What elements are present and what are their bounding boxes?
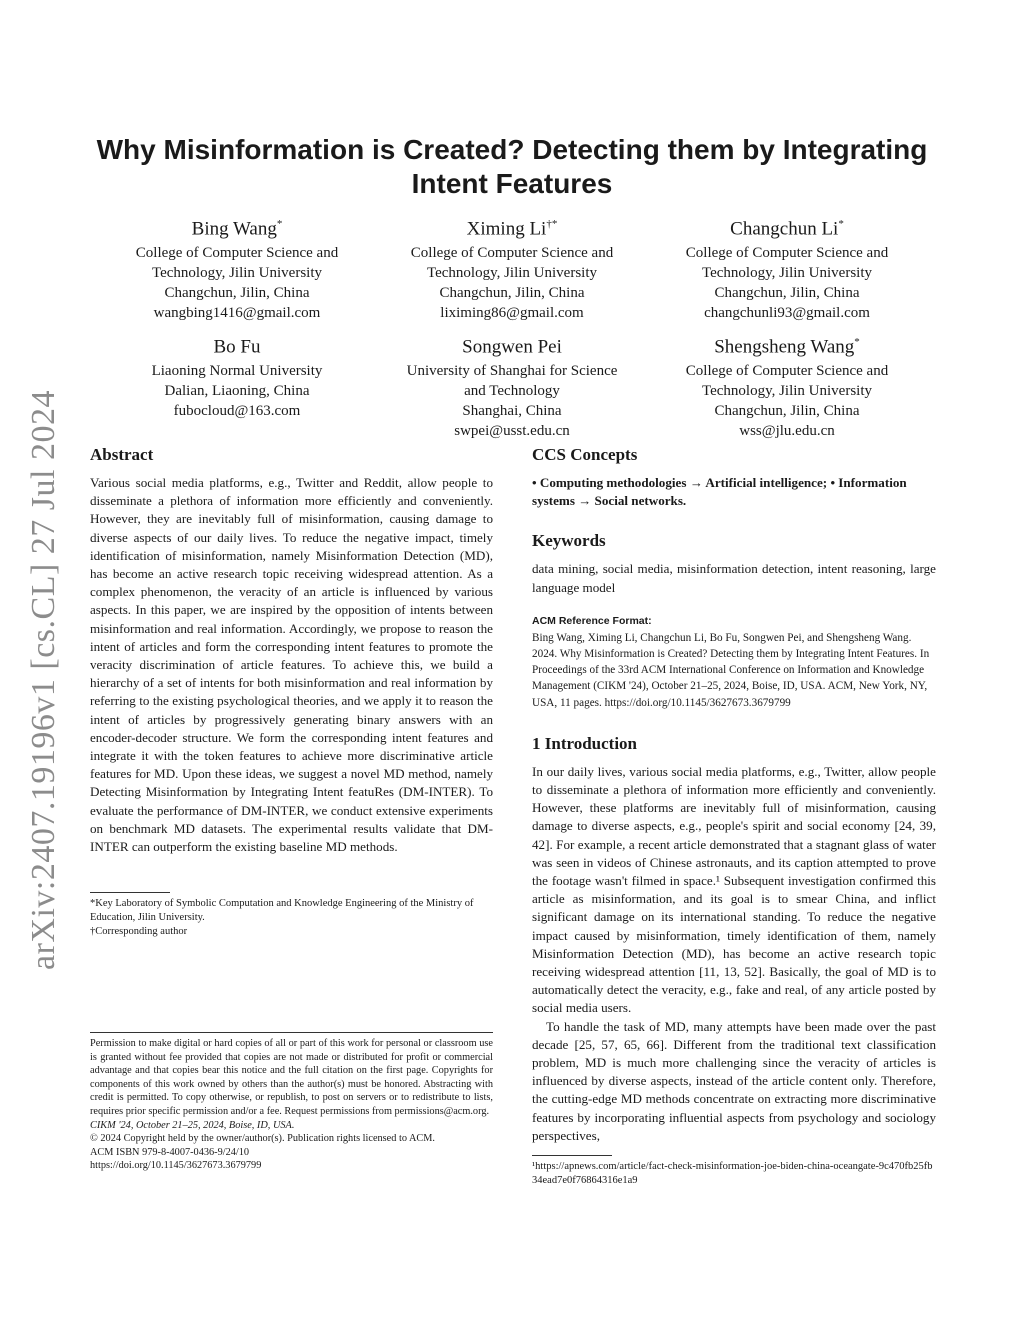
author-name: Changchun Li* (730, 218, 844, 240)
author-email: swpei@usst.edu.cn (454, 423, 570, 440)
intro-heading: 1 Introduction (532, 733, 638, 753)
venue-line: CIKM '24, October 21–25, 2024, Boise, ID, USA. (90, 1119, 295, 1131)
paper-title: Why Misinformation is Created? Detecting them by Integrating Intent Features (96, 134, 928, 199)
author-block (367, 212, 657, 323)
author-block (642, 212, 932, 323)
author-affiliation: Technology, Jilin University (701, 383, 873, 400)
author-block (367, 330, 657, 441)
footnote-rule (90, 892, 170, 893)
ccs-heading: CCS Concepts (532, 445, 638, 464)
intro-paragraph: In our daily lives, various social media platforms, e.g., Twitter, allow people to disseminate a plethora of information more efficiently and conveniently. However, these platforms are inevitably full of misinformation, causing damage to diverse aspects, e.g., people's spirit and social economy [24, 39, 42]. For example, a recent article demonstrated that a stagnant glass of water was seen in videos of Chinese astronauts, and its caption attempted to prove the footage wasn't filmed in space.¹ Subsequent investigation confirmed this article as misinformation, and its goal is to smear China, and inflict significant damage on its international standing. To reduce the negative impact caused by misinformation, timely identification of them, namely Misinformation Detection (MD), has become an active research topic receiving widespread attention [11, 13, 52]. Basically, the goal of MD is to automatically detect the veracity, e.g., fake and real, of any article posted by social media users. (532, 763, 936, 1016)
author-block (92, 330, 382, 421)
acm-ref-heading: ACM Reference Format: (532, 614, 652, 627)
isbn-line: ACM ISBN 979-8-4007-0436-9/24/10 (90, 1146, 250, 1158)
arxiv-stamp-text: arXiv:2407.19196v1 [cs.CL] 27 Jul 2024 (25, 390, 63, 970)
author-location: Changchun, Jilin, China (714, 403, 860, 420)
footnote-corresponding: †Corresponding author (90, 926, 188, 938)
keywords-heading: Keywords (532, 531, 606, 551)
abstract-text: Various social media platforms, e.g., Twitter and Reddit, allow people to disseminate a plethora of information more efficiently and conveniently. However, they are inevitably full of misinformation, causing damage to diverse aspects of our daily lives. To reduce the negative impact, timely identification of misinformation, namely Misinformation Detection (MD), has become an active research topic receiving widespread attention. As a complex phenomenon, the veracity of an article is influenced by various aspects. In this paper, we are inspired by the opposition of intents between misinformation and real information. Accordingly, we propose to reason the intent of articles and form the corresponding intent features to promote the veracity discrimination of article features. To achieve this, we build a hierarchy of a set of intents for both misinformation and real information by referring to the existing psychological theories, and we apply it to reason the intent of articles by progressively generating binary answers with an encoder-decoder structure. We form the corresponding intent features and integrate it with the token features to achieve more discriminative article features for MD. Upon these ideas, we suggest a novel MD method, namely Detecting Misinformation by Integrating Intent featuRes (DM-INTER). To evaluate the performance of DM-INTER, we conduct extensive experiments on benchmark MD datasets. The experimental results validate that DM-INTER can outperform the existing baseline MD methods. (90, 475, 493, 855)
author-block (92, 212, 382, 323)
keywords-text: data mining, social media, misinformation detection, intent reasoning, large language model (532, 561, 936, 595)
ccs-text: • Computing methodologies → Artificial intelligence; • Information systems → Social networks. (532, 475, 907, 509)
author-location: Changchun, Jilin, China (164, 285, 310, 302)
author-location: Changchun, Jilin, China (439, 285, 585, 302)
author-block (642, 330, 932, 441)
author-affiliation: Technology, Jilin University (151, 265, 323, 282)
author-email: wss@jlu.edu.cn (739, 423, 835, 440)
author-location: Changchun, Jilin, China (714, 285, 860, 302)
intro-paragraph: To handle the task of MD, many attempts have been made over the past decade [25, 57, 65, 66]. Different from the traditional text classification problem, MD is much more challenging since the veracity of articles is influenced by diverse aspects, instead of the article content only. Therefore, the cutting-edge MD methods concentrate on extracting more discriminative features by incorporating influential aspects from psychology and sociology perspectives, (532, 1018, 936, 1143)
author-affiliation: College of Computer Science and (410, 245, 614, 262)
author-name: Ximing Li†* (466, 218, 558, 240)
permission-block (90, 1032, 493, 1173)
author-affiliation: College of Computer Science and (685, 363, 889, 380)
left-column (90, 444, 493, 939)
abstract-heading: Abstract (90, 445, 154, 464)
permission-text: Permission to make digital or hard copies of all or part of this work for personal or classroom use is granted without fee provided that copies are not made or distributed for profit or commercial advantage and that copies bear this notice and the full citation on the first page. Copyrights for components of this work owned by others than the author(s) must be honored. Abstracting with credit is permitted. To copy otherwise, or republish, to post on servers or to redistribute to lists, requires prior specific permission and/or a fee. Request permissions from permissions@acm.org. (90, 1038, 493, 1117)
author-location: Dalian, Liaoning, China (164, 383, 310, 400)
acm-ref-text: Bing Wang, Ximing Li, Changchun Li, Bo Fu, Songwen Pei, and Shengsheng Wang. 2024. Why Misinformation is Created? Detecting them by Integrating Intent Features. In Proceedings of the 33rd ACM International Conference on Information and Knowledge Management (CIKM '24), October 21–25, 2024, Boise, ID, USA. ACM, New York, NY, USA, 11 pages. https://doi.org/10.1145/3627673.3679799 (532, 631, 930, 709)
copyright-line: © 2024 Copyright held by the owner/author(s). Publication rights licensed to ACM. (90, 1133, 436, 1145)
doi-link[interactable]: https://doi.org/10.1145/3627673.3679799 (90, 1160, 262, 1172)
author-email: liximing86@gmail.com (440, 305, 584, 322)
author-email: fubocloud@163.com (173, 403, 301, 420)
arxiv-stamp (14, 380, 74, 980)
right-column (532, 444, 936, 1145)
footnote-rule (532, 1155, 612, 1156)
author-affiliation: College of Computer Science and (135, 245, 339, 262)
keywords-section (532, 530, 936, 596)
author-location: Shanghai, China (462, 403, 562, 420)
author-affiliation: and Technology (464, 383, 560, 400)
right-footnote (532, 1155, 936, 1188)
footnote-affiliation: *Key Laboratory of Symbolic Computation and Knowledge Engineering of the Ministry of Education, Jilin University. (90, 898, 474, 924)
author-affiliation: Liaoning Normal University (151, 363, 323, 380)
author-affiliation: University of Shanghai for Science (406, 363, 618, 380)
author-name: Bo Fu (213, 336, 261, 358)
author-name: Songwen Pei (462, 336, 562, 358)
footnote-url[interactable]: ¹https://apnews.com/article/fact-check-misinformation-joe-biden-china-oceangate-9c470fb25fb34ead7e0f76864316e1a9 (532, 1161, 933, 1186)
author-affiliation: Technology, Jilin University (426, 265, 598, 282)
author-email: wangbing1416@gmail.com (153, 305, 321, 322)
author-name: Shengsheng Wang* (714, 336, 860, 358)
author-affiliation: Technology, Jilin University (701, 265, 873, 282)
author-affiliation: College of Computer Science and (685, 245, 889, 262)
author-email: changchunli93@gmail.com (704, 305, 870, 322)
author-name: Bing Wang* (191, 218, 283, 240)
